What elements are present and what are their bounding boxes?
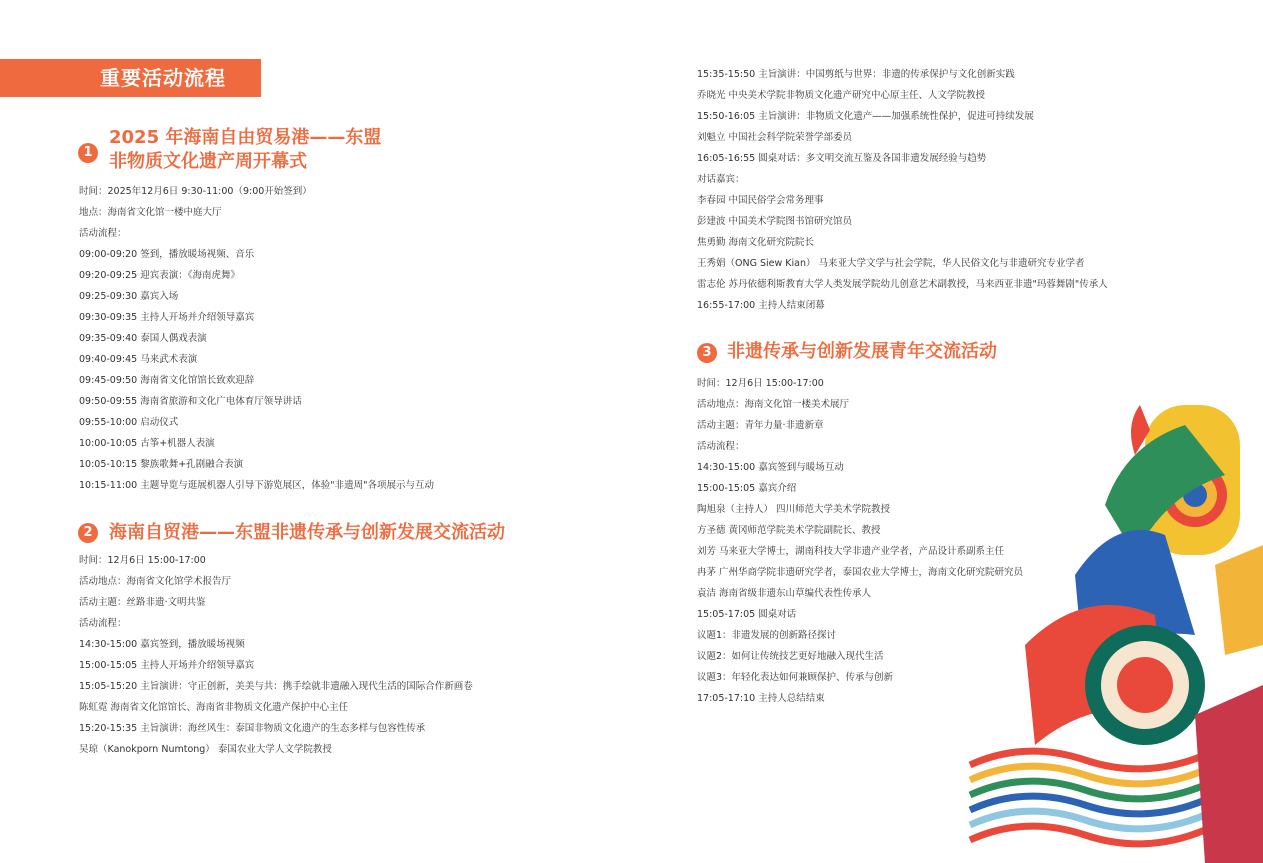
- fabric-shape-gold: [1215, 545, 1263, 655]
- schedule-line: 陶旭泉（主持人） 四川师范大学美术学院教授: [697, 504, 891, 515]
- schedule-line: 雷志伦 苏丹依德利斯教育大学人类发展学院幼儿创意艺术副教授，马来西亚非遗"玛蓉舞剧"传承人: [697, 279, 1108, 290]
- schedule-line: 活动地点：海南文化馆一楼美术展厅: [697, 399, 850, 410]
- section-2-schedule-list-continued: [697, 64, 1108, 316]
- schedule-line: 李春园 中国民俗学会常务理事: [697, 195, 824, 206]
- schedule-line: 16:55-17:00 主持人结束闭幕: [697, 300, 825, 311]
- schedule-line: 对话嘉宾：: [697, 174, 745, 185]
- schedule-line: 09:30-09:35 主持人开场并介绍领导嘉宾: [79, 312, 255, 323]
- section-2-title: 海南自贸港——东盟非遗传承与创新发展交流活动: [109, 522, 505, 543]
- schedule-line: 10:00-10:05 古筝+机器人表演: [79, 438, 215, 449]
- schedule-line: 议题1：非遗发展的创新路径探讨: [697, 630, 837, 641]
- section-3-number-badge: 3: [697, 343, 717, 363]
- schedule-line: 活动地点：海南省文化馆学术报告厅: [79, 576, 232, 587]
- schedule-line: 王秀娟（ONG Siew Kian） 马来亚大学文学与社会学院，华人民俗文化与非遗研究专业学者: [697, 258, 1085, 269]
- schedule-line: 方圣德 黄冈师范学院美术学院副院长、教授: [697, 525, 881, 536]
- schedule-line: 15:35-15:50 主旨演讲：中国剪纸与世界：非遗的传承保护与文化创新实践: [697, 69, 1015, 80]
- section-2-schedule-list: [79, 550, 473, 760]
- schedule-line: 10:05-10:15 黎族歌舞+孔剧融合表演: [79, 459, 244, 470]
- schedule-line: 吴琼（Kanokporn Numtong） 泰国农业大学人文学院教授: [79, 744, 332, 755]
- schedule-line: 活动流程：: [79, 618, 127, 629]
- schedule-line: 焦勇勤 海南文化研究院院长: [697, 237, 815, 248]
- schedule-line: 14:30-15:00 嘉宾签到与暖场互动: [697, 462, 844, 473]
- section-1-title-line-1: 2025 年海南自由贸易港——东盟: [109, 127, 382, 148]
- schedule-line: 09:45-09:50 海南省文化馆馆长致欢迎辞: [79, 375, 255, 386]
- schedule-line: 09:40-09:45 马来武术表演: [79, 354, 198, 365]
- schedule-line: 10:15-11:00 主题导览与逛展机器人引导下游览展区，体验"非遗周"各项展示与互动: [79, 480, 434, 491]
- schedule-line: 乔晓光 中央美术学院非物质文化遗产研究中心原主任、人文学院教授: [697, 90, 986, 101]
- schedule-line: 09:50-09:55 海南省旅游和文化广电体育厅领导讲话: [79, 396, 302, 407]
- section-1-title-line-2: 非物质文化遗产周开幕式: [109, 151, 307, 172]
- schedule-line: 刘魁立 中国社会科学院荣誉学部委员: [697, 132, 853, 143]
- schedule-line: 地点：海南省文化馆一楼中庭大厅: [79, 207, 222, 218]
- schedule-line: 议题2：如何让传统技艺更好地融入现代生活: [697, 651, 884, 662]
- schedule-line: 刘芳 马来亚大学博士，湖南科技大学非遗产业学者，产品设计系副系主任: [697, 546, 1005, 557]
- schedule-line: 15:00-15:05 嘉宾介绍: [697, 483, 797, 494]
- schedule-line: 09:25-09:30 嘉宾入场: [79, 291, 179, 302]
- schedule-line: 14:30-15:00 嘉宾签到，播放暖场视频: [79, 639, 245, 650]
- schedule-line: 彭建波 中国美术学院图书馆研究馆员: [697, 216, 853, 227]
- schedule-line: 活动流程：: [79, 228, 127, 239]
- schedule-line: 陈虹霓 海南省文化馆馆长、海南省非物质文化遗产保护中心主任: [79, 702, 349, 713]
- schedule-line: 活动流程：: [697, 441, 745, 452]
- schedule-line: 17:05-17:10 主持人总结结束: [697, 693, 825, 704]
- section-2-number-badge: 2: [78, 523, 98, 543]
- schedule-line: 袁洁 海南省级非遗东山草编代表性传承人: [697, 588, 872, 599]
- schedule-line: 09:35-09:40 泰国人偶戏表演: [79, 333, 207, 344]
- schedule-line: 15:50-16:05 主旨演讲：非物质文化遗产——加强系统性保护，促进可持续发展: [697, 111, 1034, 122]
- schedule-line: 09:20-09:25 迎宾表演：《海南虎舞》: [79, 270, 240, 281]
- wheel-inner: [1117, 657, 1173, 713]
- fabric-shape-crimson: [1195, 685, 1263, 863]
- schedule-line: 15:05-17:05 圆桌对话: [697, 609, 797, 620]
- schedule-line: 15:05-15:20 主旨演讲：守正创新，美美与共：携手绘就非遗融入现代生活的国际合作新画卷: [79, 681, 473, 692]
- schedule-line: 时间：12月6日 15:00-17:00: [79, 555, 206, 566]
- section-1-schedule-list: [79, 181, 434, 496]
- section-3-title: 非遗传承与创新发展青年交流活动: [727, 341, 997, 362]
- schedule-line: 冉茅 广州华商学院非遗研究学者，泰国农业大学博士，海南文化研究院研究员: [697, 567, 1024, 578]
- schedule-line: 时间：2025年12月6日 9:30-11:00（9:00开始签到）: [79, 186, 312, 197]
- schedule-line: 09:00-09:20 签到，播放暖场视频、音乐: [79, 249, 255, 260]
- schedule-line: 议题3：年轻化表达如何兼顾保护、传承与创新: [697, 672, 894, 683]
- decorative-folk-art-illustration: [965, 385, 1263, 863]
- page-title: 重要活动流程: [100, 66, 226, 90]
- wave-stripes-decoration: [970, 751, 1205, 844]
- schedule-line: 15:20-15:35 主旨演讲：海丝风生：泰国非物质文化遗产的生态多样与包容性传承: [79, 723, 426, 734]
- schedule-line: 活动主题：丝路非遗·文明共鉴: [79, 597, 206, 608]
- schedule-line: 15:00-15:05 主持人开场并介绍领导嘉宾: [79, 660, 255, 671]
- schedule-line: 16:05-16:55 圆桌对话：多文明交流互鉴及各国非遗发展经验与趋势: [697, 153, 987, 164]
- schedule-line: 时间：12月6日 15:00-17:00: [697, 378, 824, 389]
- section-1-number-badge: 1: [78, 143, 98, 163]
- schedule-line: 09:55-10:00 启动仪式: [79, 417, 179, 428]
- schedule-line: 活动主题：青年力量·非遗新章: [697, 420, 824, 431]
